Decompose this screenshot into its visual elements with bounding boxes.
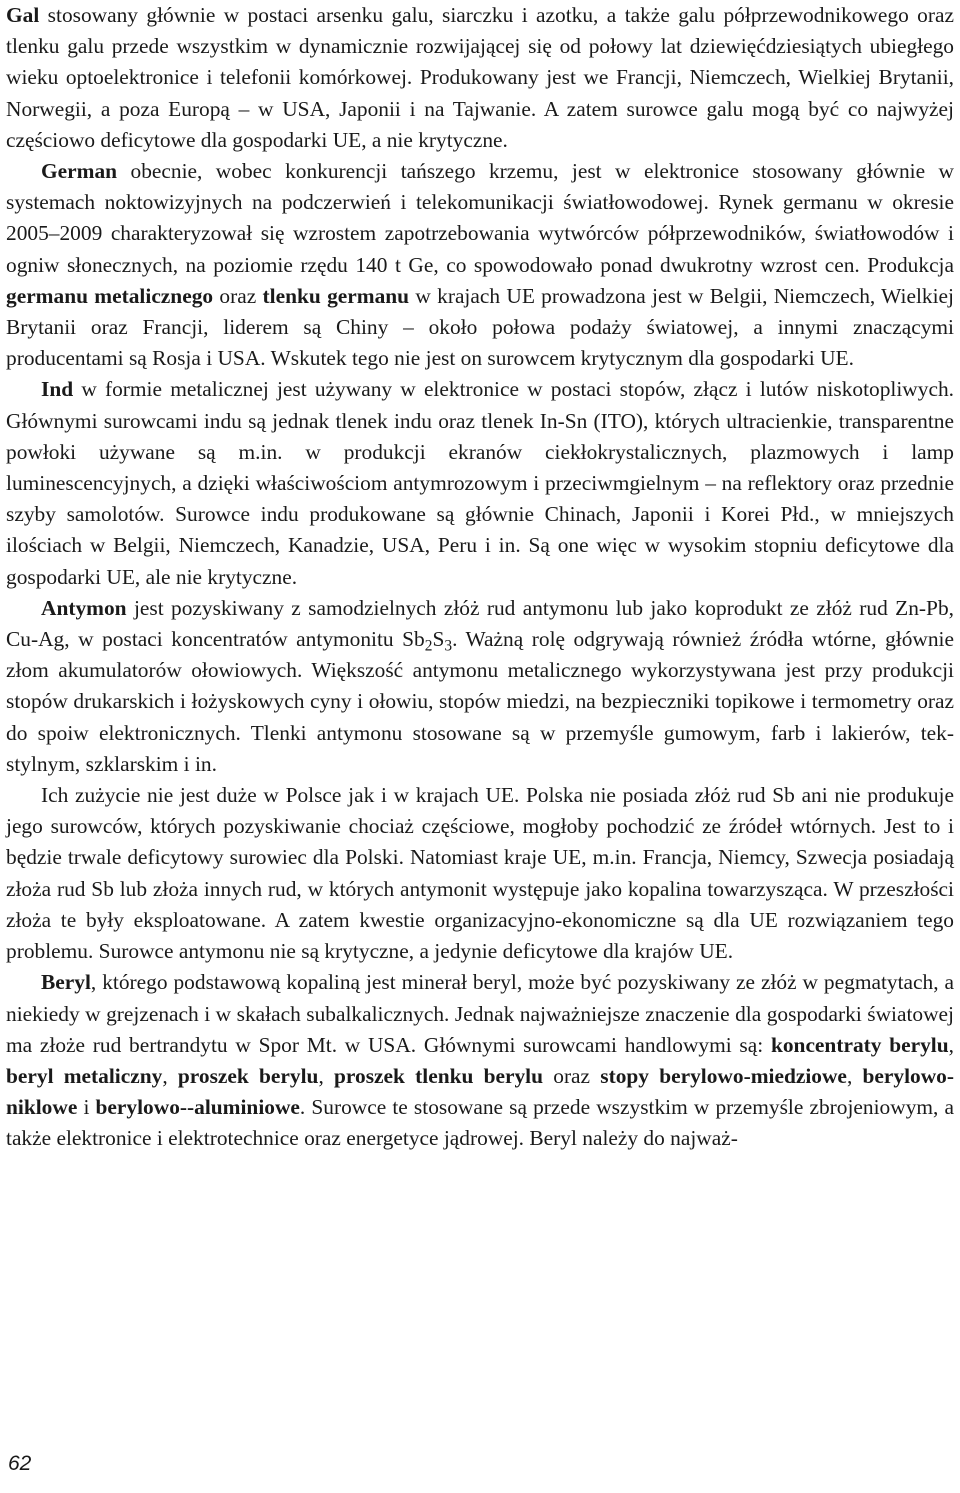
term-koncentraty-berylu: koncentraty berylu — [770, 1032, 949, 1057]
paragraph-text: , — [846, 1063, 863, 1088]
paragraph-antymon-usage — [6, 780, 954, 967]
term-german: German — [41, 159, 118, 184]
page-number: 62 — [8, 1452, 32, 1475]
term-stopy-berylowo-miedziowe: stopy berylowo-miedziowe — [600, 1063, 847, 1088]
term-ind: Ind — [41, 377, 74, 402]
paragraph-text: stosowany głównie w postaci arsenku galu, siarczku i azotku, a także galu półprzewodnikowego oraz tlenku galu przede wszystkim w dynamicznie rozwijającej się od połowy lat dziewięćdziesiątych ubiegłego wieku optoelektronice i telefonii komórkowej. Produkowany jest we Francji, Niemczech, Wielkiej Brytanii, Norwegii, a poza Europą – w USA, Japonii i na Tajwanie. A zatem surowce galu mogą być co najwyżej częściowo deficytowe dla gospodarki UE, a nie krytyczne. — [6, 3, 954, 152]
term-berylowo-niklowe: berylowo-niklowe — [6, 1063, 954, 1120]
paragraph-text: , — [162, 1063, 178, 1088]
paragraph-text: oraz — [213, 283, 263, 308]
paragraph-text: Ich zużycie nie jest duże w Polsce jak i w krajach UE. Polska nie posiada złóż rud Sb ani nie produkuje jego surowców, których pozyskiwanie chociaż częściowe, mogłoby pochodzić ze źródeł wtórnych. Jest to i będzie trwale deficytowy surowiec dla Polski. Natomiast kraje UE, m.in. Francja, Niemcy, Szwecja posiadają złoża rud Sb lub złoża innych rud, w których antymonit występuje jako kopalina towarzysząca. W przeszłości złoża te były eksploatowane. A zatem kwestie organizacyjno-ekonomiczne są dla UE rozwiązaniem tego problemu. Surowce antymonu nie są krytyczne, a jedynie deficytowe dla krajów UE. — [6, 783, 954, 964]
subscript: 3 — [444, 637, 453, 655]
paragraph-gal — [6, 0, 954, 156]
paragraph-text: , którego podstawową kopaliną jest minerał beryl, może być pozyskiwany ze złóż w pegmatytach, a niekiedy w grejzenach i w skałach subalkalicznych. Jednak najważniejsze znaczenie dla gospodarki światowej ma złoże rud bertrandytu w Spor Mt. w USA. Głównymi surowcami handlowymi są: — [6, 970, 954, 1057]
paragraph-ind — [6, 374, 954, 592]
subscript: 2 — [424, 637, 433, 655]
term-proszek-tlenku-berylu: proszek tlenku berylu — [334, 1063, 544, 1088]
paragraph-text: . Ważną rolę odgrywają również źródła wtórne, głównie złom akumulatorów ołowiowych. Większość antymonu metalicznego wykorzystywana jest przy produkcji stopów drukarskich i łożyskowych cyny i ołowiu, stopów miedzi, na bezpieczniki topikowe i termometry oraz do spoiw elektronicznych. Tlenki antymonu stosowane są w przemyśle gumowym, farb i lakierów, tekstylnym, szklarskim i in. — [6, 627, 954, 776]
paragraph-text: . Surowce te stosowane są przede wszystkim w przemyśle zbrojeniowym, a także elektronice i elektrotechnice oraz energetyce jądrowej. Beryl należy do najważ- — [6, 1095, 955, 1151]
paragraph-antymon — [6, 593, 954, 780]
paragraph-text: , — [318, 1063, 335, 1088]
paragraph-text: obecnie, wobec konkurencji tańszego krzemu, jest w elektronice stosowany głównie w systemach noktowizyjnych na podczerwień i telekomunikacji światłowodowej. Rynek germanu w okresie 2005–2009 charakteryzował się wzrostem zapotrzebowania wytwórców półprzewodników, światłowodów i ogniw słonecznych, na poziomie rzędu 140 t Ge, co spowodowało ponad dwukrotny wzrost cen. Produkcja — [6, 159, 954, 277]
term-proszek-berylu: proszek berylu — [177, 1063, 319, 1088]
paragraph-text: w krajach UE prowadzona jest w Belgii, Niemczech, Wielkiej Brytanii oraz Francji, liderem są Chiny – około połowa podaży światowej, a innymi znaczącymi producentami są Rosja i USA. Wskutek tego nie jest on surowcem krytycznym dla gospodarki UE. — [6, 283, 954, 371]
paragraph-text: w formie metalicznej jest używany w elektronice w postaci stopów, złącz i lutów niskotopliwych. Głównymi surowcami indu są jednak tlenek indu oraz tlenek In-Sn (ITO), których ultracienkie, transparentne powłoki używane są m.in. w produkcji ekranów ciekłokrystalicznych, plazmowych i lamp luminescencyjnych, a dzięki właściwościom antymrozowym i przeciwmgielnym – na reflektory oraz przednie szyby samolotów. Surowce indu produkowane są głównie Chinach, Japonii i Korei Płd., w mniejszych ilościach w Belgii, Niemczech, Kanadzie, USA, Peru i in. Są one więc w wysokim stopniu deficytowe dla gospodarki UE, ale nie krytyczne. — [6, 377, 954, 589]
term-beryl: Beryl — [41, 970, 91, 995]
term-berylowo-aluminiowe: berylowo--aluminiowe — [95, 1095, 300, 1120]
paragraph-german — [6, 156, 954, 374]
term-tlenku-germanu: tlenku germanu — [262, 283, 410, 308]
paragraph-text: jest pozyskiwany z samodzielnych złóż rud antymonu lub jako koprodukt ze złóż rud Zn-Pb, Cu-Ag, w postaci koncentratów antymonitu Sb — [6, 595, 954, 652]
term-germanu-metalicznego: germanu metalicznego — [6, 283, 214, 308]
paragraph-text: i — [77, 1095, 96, 1120]
term-gal: Gal — [6, 3, 40, 27]
paragraph-text: S — [432, 627, 445, 652]
paragraph-beryl — [6, 967, 954, 1154]
document-page — [6, 0, 954, 1155]
term-beryl-metaliczny: beryl metaliczny — [6, 1063, 163, 1088]
paragraph-text: oraz — [543, 1063, 601, 1088]
term-antymon: Antymon — [41, 595, 127, 620]
paragraph-text: , — [948, 1032, 954, 1057]
